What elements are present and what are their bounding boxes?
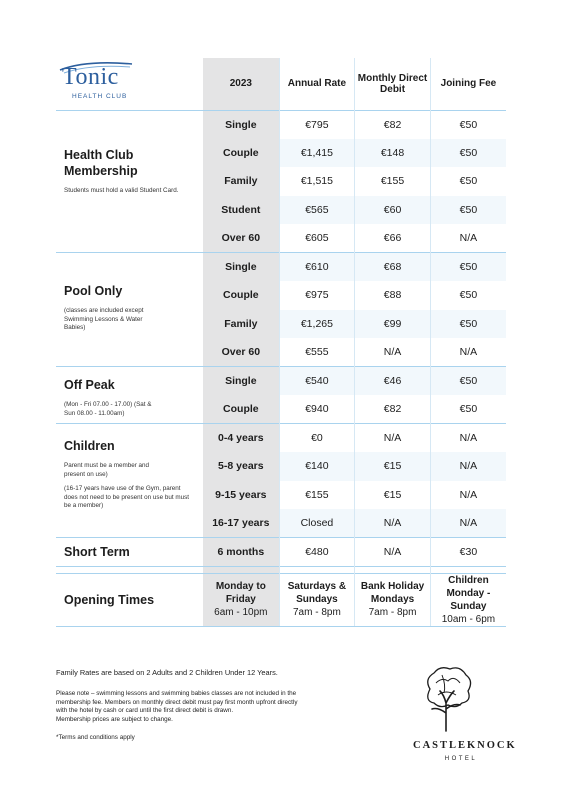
group-note: (Mon - Fri 07.00 - 17.00) (Sat & Sun 08.00 - 11.00am) (64, 401, 152, 417)
table-row (56, 367, 506, 396)
row-category: 0-4 years (203, 424, 279, 453)
row-category: Family (203, 167, 279, 196)
group-pool (56, 253, 203, 367)
monthly-value: €68 (355, 253, 431, 282)
monthly-value: €15 (355, 481, 431, 510)
row-category: 16-17 years (203, 509, 279, 538)
annual-value: €480 (279, 538, 355, 567)
logo-subtitle: HEALTH CLUB (72, 93, 128, 100)
monthly-value: €82 (355, 395, 431, 424)
brand-subtitle: HOTEL (444, 756, 478, 762)
group-short (56, 538, 203, 567)
annual-value: €555 (279, 338, 355, 367)
row-category: Over 60 (203, 224, 279, 253)
row-category: Single (203, 253, 279, 282)
please-note: Please note – swimming lessons and swimming babies classes are not included in the membership fee. Members on monthly direct debit must pay first month upfront directly with the hotel by cash or card until the first direct debit is drawn. Membership prices are subject to change. (56, 690, 298, 723)
tree-logo-icon (416, 663, 478, 733)
group-health (56, 110, 203, 253)
monthly-value: N/A (355, 338, 431, 367)
row-category: Single (203, 110, 279, 139)
table-row (56, 424, 506, 453)
annual-value: €140 (279, 452, 355, 481)
header-year: 2023 (203, 58, 279, 110)
membership-table (56, 58, 506, 627)
opening-times-row (56, 573, 506, 626)
row-category: Family (203, 310, 279, 339)
joining-value: €50 (430, 139, 506, 168)
row-category: 5-8 years (203, 452, 279, 481)
joining-value: €50 (430, 310, 506, 339)
opening-col (279, 573, 355, 626)
annual-value: €795 (279, 110, 355, 139)
opening-day: Bank Holiday Mondays (360, 581, 425, 605)
row-category: Couple (203, 139, 279, 168)
opening-time: 7am - 8pm (368, 607, 417, 618)
group-note: Students must hold a valid Student Card. (64, 186, 179, 194)
group-title: Short Term (64, 544, 130, 559)
row-category: 9-15 years (203, 481, 279, 510)
annual-value: €540 (279, 367, 355, 396)
monthly-value: €155 (355, 167, 431, 196)
opening-col (203, 573, 279, 626)
annual-value: €940 (279, 395, 355, 424)
group-title: Pool Only (64, 284, 123, 298)
annual-value: €610 (279, 253, 355, 282)
joining-value: €50 (430, 367, 506, 396)
logo-cell (56, 58, 203, 110)
header-annual: Annual Rate (279, 58, 355, 110)
group-title: Off Peak (64, 378, 115, 392)
opening-time: 7am - 8pm (293, 607, 341, 618)
joining-value: €50 (430, 253, 506, 282)
group-offpeak (56, 367, 203, 424)
prices-note: Membership prices are subject to change. (56, 715, 173, 723)
header-joining: Joining Fee (430, 58, 506, 110)
row-category: 6 months (203, 538, 279, 567)
brand-name: CASTLEKNOCK (413, 740, 517, 751)
joining-value: N/A (430, 224, 506, 253)
table-row (56, 110, 506, 139)
monthly-value: N/A (355, 424, 431, 453)
table-header-row (56, 58, 506, 110)
joining-value: N/A (430, 452, 506, 481)
monthly-value: €15 (355, 452, 431, 481)
row-category: Student (203, 196, 279, 225)
annual-value: €1,265 (279, 310, 355, 339)
annual-value: €155 (279, 481, 355, 510)
spacer-row (56, 566, 506, 573)
opening-day: Monday to Friday (215, 581, 266, 605)
row-category: Couple (203, 281, 279, 310)
opening-time: 10am - 6pm (441, 613, 496, 625)
joining-value: N/A (430, 481, 506, 510)
joining-value: €50 (430, 196, 506, 225)
annual-value: €605 (279, 224, 355, 253)
group-title: Children (64, 439, 115, 453)
annual-value: €1,515 (279, 167, 355, 196)
joining-value: €50 (430, 110, 506, 139)
monthly-value: €88 (355, 281, 431, 310)
row-category: Couple (203, 395, 279, 424)
annual-value: €1,415 (279, 139, 355, 168)
logo-name: Tonic (62, 64, 119, 90)
monthly-value: N/A (355, 538, 431, 567)
group-title: Health Club Membership (64, 147, 138, 178)
monthly-value: €66 (355, 224, 431, 253)
monthly-value: €60 (355, 196, 431, 225)
annual-value: Closed (279, 509, 355, 538)
group-note-secondary: (16-17 years have use of the Gym, parent does not need to be present on use but must be a member) (64, 485, 189, 509)
joining-value: N/A (430, 338, 506, 367)
opening-col (355, 573, 431, 626)
joining-value: €50 (430, 281, 506, 310)
opening-col (430, 573, 506, 626)
annual-value: €975 (279, 281, 355, 310)
row-category: Over 60 (203, 338, 279, 367)
terms-note: *Terms and conditions apply (56, 734, 135, 742)
joining-value: €30 (430, 538, 506, 567)
joining-value: €50 (430, 395, 506, 424)
joining-value: N/A (430, 424, 506, 453)
monthly-value: N/A (355, 509, 431, 538)
table-row (56, 538, 506, 567)
joining-value: N/A (430, 509, 506, 538)
family-rates-note: Family Rates are based on 2 Adults and 2 Children Under 12 Years. (56, 668, 278, 677)
opening-times-title-cell (56, 573, 203, 626)
group-children (56, 424, 203, 538)
opening-day: Children Monday - Sunday (446, 574, 491, 612)
monthly-value: €46 (355, 367, 431, 396)
row-category: Single (203, 367, 279, 396)
opening-time: 6am - 10pm (214, 607, 268, 618)
monthly-value: €82 (355, 110, 431, 139)
monthly-value: €99 (355, 310, 431, 339)
table-row (56, 253, 506, 282)
group-note: (classes are included except Swimming Lessons & Water Babies) (64, 307, 144, 331)
group-note: Parent must be a member and present on use) (64, 462, 150, 478)
header-monthly: Monthly Direct Debit (355, 58, 431, 110)
monthly-value: €148 (355, 139, 431, 168)
footer-notes (56, 668, 356, 741)
opening-day: Saturdays & Sundays (287, 581, 347, 605)
opening-times-title: Opening Times (64, 592, 155, 607)
joining-value: €50 (430, 167, 506, 196)
annual-value: €0 (279, 424, 355, 453)
annual-value: €565 (279, 196, 355, 225)
